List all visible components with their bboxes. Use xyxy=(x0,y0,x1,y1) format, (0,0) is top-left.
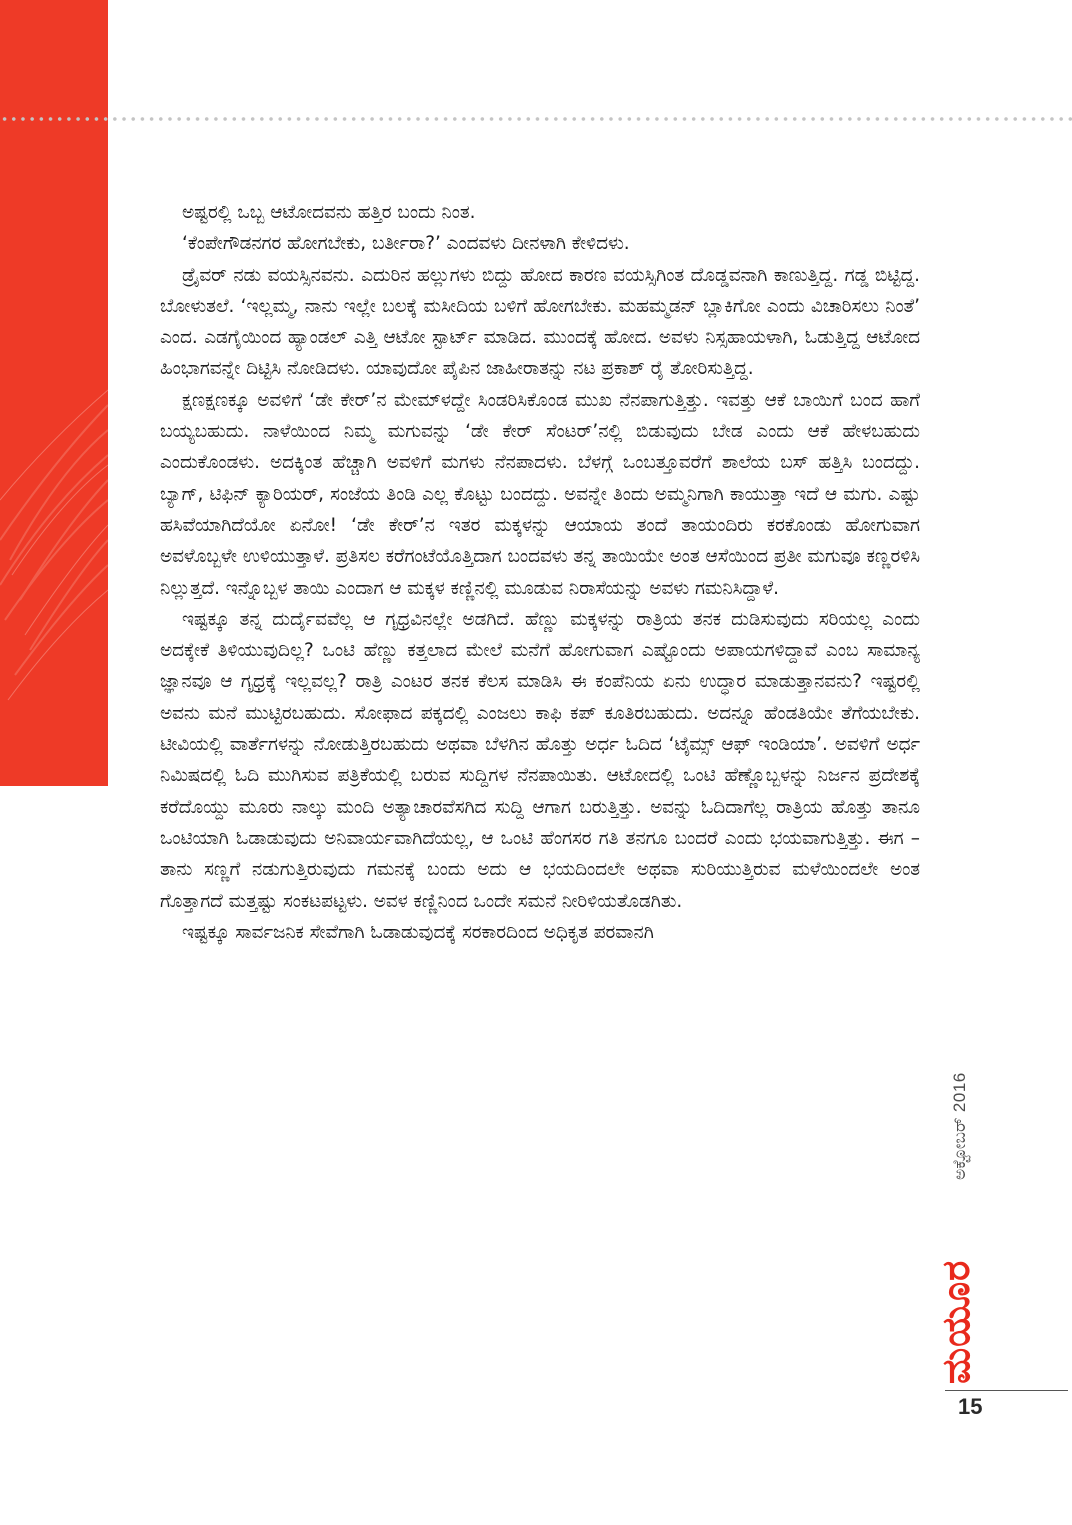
paragraph: ಡ್ರೈವರ್ ನಡು ವಯಸ್ಸಿನವನು. ಎದುರಿನ ಹಲ್ಲುಗಳು ಬಿದ್ದು ಹೋದ ಕಾರಣ ವಯಸ್ಸಿಗಿಂತ ದೊಡ್ಡವನಾಗಿ ಕಾಣುತ್ತಿದ್ದ. ಗಡ್ಡ ಬಿಟ್ಟಿದ್ದ. ಬೋಳುತಲೆ. ‘ಇಲ್ಲಮ್ಮ, ನಾನು ಇಲ್ಲೇ ಬಲಕ್ಕೆ ಮಸೀದಿಯ ಬಳಿಗೆ ಹೋಗಬೇಕು. ಮಹಮ್ಮಡನ್ ಬ್ಲಾಕಿಗೋ ಎಂದು ವಿಚಾರಿಸಲು ನಿಂತೆ’ ಎಂದ. ಎಡಗೈಯಿಂದ ಹ್ಯಾಂಡಲ್ ಎತ್ತಿ ಆಟೋ ಸ್ಟಾರ್ಟ್ ಮಾಡಿದ. ಮುಂದಕ್ಕೆ ಹೋದ. ಅವಳು ನಿಸ್ಸಹಾಯಳಾಗಿ, ಓಡುತ್ತಿದ್ದ ಆಟೋದ ಹಿಂಭಾಗವನ್ನೇ ದಿಟ್ಟಿಸಿ ನೋಡಿದಳು. ಯಾವುದೋ ಪೈಪಿನ ಜಾಹೀರಾತನ್ನು ನಟ ಪ್ರಕಾಶ್ ರೈ ತೋರಿಸುತ್ತಿದ್ದ. xyxy=(160,264,920,380)
paragraph: ಅಷ್ಟರಲ್ಲಿ ಒಬ್ಬ ಆಟೋದವನು ಹತ್ತಿರ ಬಂದು ನಿಂತ. xyxy=(182,202,476,223)
issue-date xyxy=(950,1072,970,1180)
paragraph: ‘ಕೆಂಪೇಗೌಡನಗರ ಹೋಗಬೇಕು, ಬರ್ತೀರಾ?’ ಎಂದವಳು ದೀನಳಾಗಿ ಕೇಳಿದಳು. xyxy=(182,233,630,255)
dotted-divider xyxy=(0,116,1072,122)
page-number: 15 xyxy=(958,1394,983,1419)
paragraph: ಕ್ಷಣಕ್ಷಣಕ್ಕೂ ಅವಳಿಗೆ ‘ಡೇ ಕೇರ್’ನ ಮೇಮ್‌ಳದ್ದೇ ಸಿಂಡರಿಸಿಕೊಂಡ ಮುಖ ನೆನಪಾಗುತ್ತಿತ್ತು. ಇವತ್ತು ಆಕೆ ಬಾಯಿಗೆ ಬಂದ ಹಾಗೆ ಬಯ್ಯಬಹುದು. ನಾಳೆಯಿಂದ ನಿಮ್ಮ ಮಗುವನ್ನು ‘ಡೇ ಕೇರ್ ಸೆಂಟರ್’ನಲ್ಲಿ ಬಿಡುವುದು ಬೇಡ ಎಂದು ಆಕೆ ಹೇಳಬಹುದು ಎಂದುಕೊಂಡಳು. ಅದಕ್ಕಿಂತ ಹೆಚ್ಚಾಗಿ ಅವಳಿಗೆ ಮಗಳು ನೆನಪಾದಳು. ಬೆಳಗ್ಗೆ ಒಂಬತ್ತೂವರೆಗೆ ಶಾಲೆಯ ಬಸ್ ಹತ್ತಿಸಿ ಬಂದದ್ದು. ಬ್ಯಾಗ್, ಟಿಫಿನ್ ಕ್ಯಾರಿಯರ್, ಸಂಜೆಯ ತಿಂಡಿ ಎಲ್ಲ ಕೊಟ್ಟು ಬಂದದ್ದು. ಅವನ್ನೇ ತಿಂದು ಅಮ್ಮನಿಗಾಗಿ ಕಾಯುತ್ತಾ ಇದೆ ಆ ಮಗು. ಎಷ್ಟು ಹಸಿವೆಯಾಗಿದೆಯೋ ಏನೋ! ‘ಡೇ ಕೇರ್’ನ ಇತರ ಮಕ್ಕಳನ್ನು ಆಯಾಯ ತಂದೆ ತಾಯಂದಿರು ಕರಕೊಂಡು ಹೋಗುವಾಗ ಅವಳೊಬ್ಬಳೇ ಉಳಿಯುತ್ತಾಳೆ. ಪ್ರತಿಸಲ ಕರೆಗಂಟೆಯೊತ್ತಿದಾಗ ಬಂದವಳು ತನ್ನ ತಾಯಿಯೇ ಅಂತ ಆಸೆಯಿಂದ ಪ್ರತೀ ಮಗುವೂ ಕಣ್ಣರಳಿಸಿ ನಿಲ್ಲುತ್ತದೆ. ಇನ್ನೊಬ್ಬಳ ತಾಯಿ ಎಂದಾಗ ಆ ಮಕ್ಕಳ ಕಣ್ಣಿನಲ್ಲಿ ಮೂಡುವ ನಿರಾಸೆಯನ್ನು ಅವಳು ಗಮನಿಸಿದ್ದಾಳೆ. xyxy=(160,389,920,599)
magazine-logo: ಮಯೂರ xyxy=(934,1259,978,1384)
article-body xyxy=(160,197,920,948)
issue-year: 2016 xyxy=(950,1072,969,1113)
paragraph: ಇಷ್ಟಕ್ಕೂ ತನ್ನ ದುರ್ದೈವವೆಲ್ಲ ಆ ಗೃಧ್ರವಿನಲ್ಲೇ ಅಡಗಿದೆ. ಹೆಣ್ಣು ಮಕ್ಕಳನ್ನು ರಾತ್ರಿಯ ತನಕ ದುಡಿಸುವುದು ಸರಿಯಲ್ಲ ಎಂದು ಅದಕ್ಕೇಕೆ ತಿಳಿಯುವುದಿಲ್ಲ? ಒಂಟಿ ಹೆಣ್ಣು ಕತ್ತಲಾದ ಮೇಲೆ ಮನೆಗೆ ಹೋಗುವಾಗ ಎಷ್ಟೊಂದು ಅಪಾಯಗಳಿದ್ದಾವೆ ಎಂಬ ಸಾಮಾನ್ಯ ಜ್ಞಾನವೂ ಆ ಗೃಧ್ರಕ್ಕೆ ಇಲ್ಲವಲ್ಲ? ರಾತ್ರಿ ಎಂಟರ ತನಕ ಕೆಲಸ ಮಾಡಿಸಿ ಈ ಕಂಪೆನಿಯ ಏನು ಉದ್ಧಾರ ಮಾಡುತ್ತಾನವನು? ಇಷ್ಟರಲ್ಲಿ ಅವನು ಮನೆ ಮುಟ್ಟಿರಬಹುದು. ಸೋಫಾದ ಪಕ್ಕದಲ್ಲಿ ಎಂಜಲು ಕಾಫಿ ಕಪ್ ಕೂತಿರಬಹುದು. ಅದನ್ನೂ ಹೆಂಡತಿಯೇ ತೆಗೆಯಬೇಕು. ಟೀವಿಯಲ್ಲಿ ವಾರ್ತೆಗಳನ್ನು ನೋಡುತ್ತಿರಬಹುದು ಅಥವಾ ಬೆಳಗಿನ ಹೊತ್ತು ಅರ್ಧ ಓದಿದ ‘ಟೈಮ್ಸ್ ಆಫ್ ಇಂಡಿಯಾ’. ಅವಳಿಗೆ ಅರ್ಧ ನಿಮಿಷದಲ್ಲಿ ಓದಿ ಮುಗಿಸುವ ಪತ್ರಿಕೆಯಲ್ಲಿ ಬರುವ ಸುದ್ದಿಗಳ ನೆನಪಾಯಿತು. ಆಟೋದಲ್ಲಿ ಒಂಟಿ ಹೆಣ್ಣೊಬ್ಬಳನ್ನು ನಿರ್ಜನ ಪ್ರದೇಶಕ್ಕೆ ಕರೆದೊಯ್ದು ಮೂರು ನಾಲ್ಕು ಮಂದಿ ಅತ್ಯಾಚಾರವೆಸಗಿದ ಸುದ್ದಿ ಆಗಾಗ ಬರುತ್ತಿತ್ತು. ಅವನ್ನು ಓದಿದಾಗೆಲ್ಲ ರಾತ್ರಿಯ ಹೊತ್ತು ತಾನೂ ಒಂಟಿಯಾಗಿ ಓಡಾಡುವುದು ಅನಿವಾರ್ಯವಾಗಿದೆಯಲ್ಲ, ಆ ಒಂಟಿ ಹೆಂಗಸರ ಗತಿ ತನಗೂ ಬಂದರೆ ಎಂದು ಭಯವಾಗುತ್ತಿತ್ತು. ಈಗ – ತಾನು ಸಣ್ಣಗೆ ನಡುಗುತ್ತಿರುವುದು ಗಮನಕ್ಕೆ ಬಂದು ಅದು ಆ ಭಯದಿಂದಲೇ ಅಥವಾ ಸುರಿಯುತ್ತಿರುವ ಮಳೆಯಿಂದಲೇ ಅಂತ ಗೊತ್ತಾಗದೆ ಮತ್ತಷ್ಟು ಸಂಕಟಪಟ್ಟಳು. ಅವಳ ಕಣ್ಣಿನಿಂದ ಒಂದೇ ಸಮನೆ ನೀರಿಳಿಯತೊಡಗಿತು. xyxy=(160,608,920,912)
issue-month: ಅಕ್ಟೋಬರ್ xyxy=(950,1117,970,1180)
paragraph: ಇಷ್ಟಕ್ಕೂ ಸಾರ್ವಜನಿಕ ಸೇವೆಗಾಗಿ ಓಡಾಡುವುದಕ್ಕೆ ಸರಕಾರದಿಂದ ಅಧಿಕೃತ ಪರವಾನಗಿ xyxy=(182,921,654,943)
page-number-rule xyxy=(945,1390,1068,1391)
